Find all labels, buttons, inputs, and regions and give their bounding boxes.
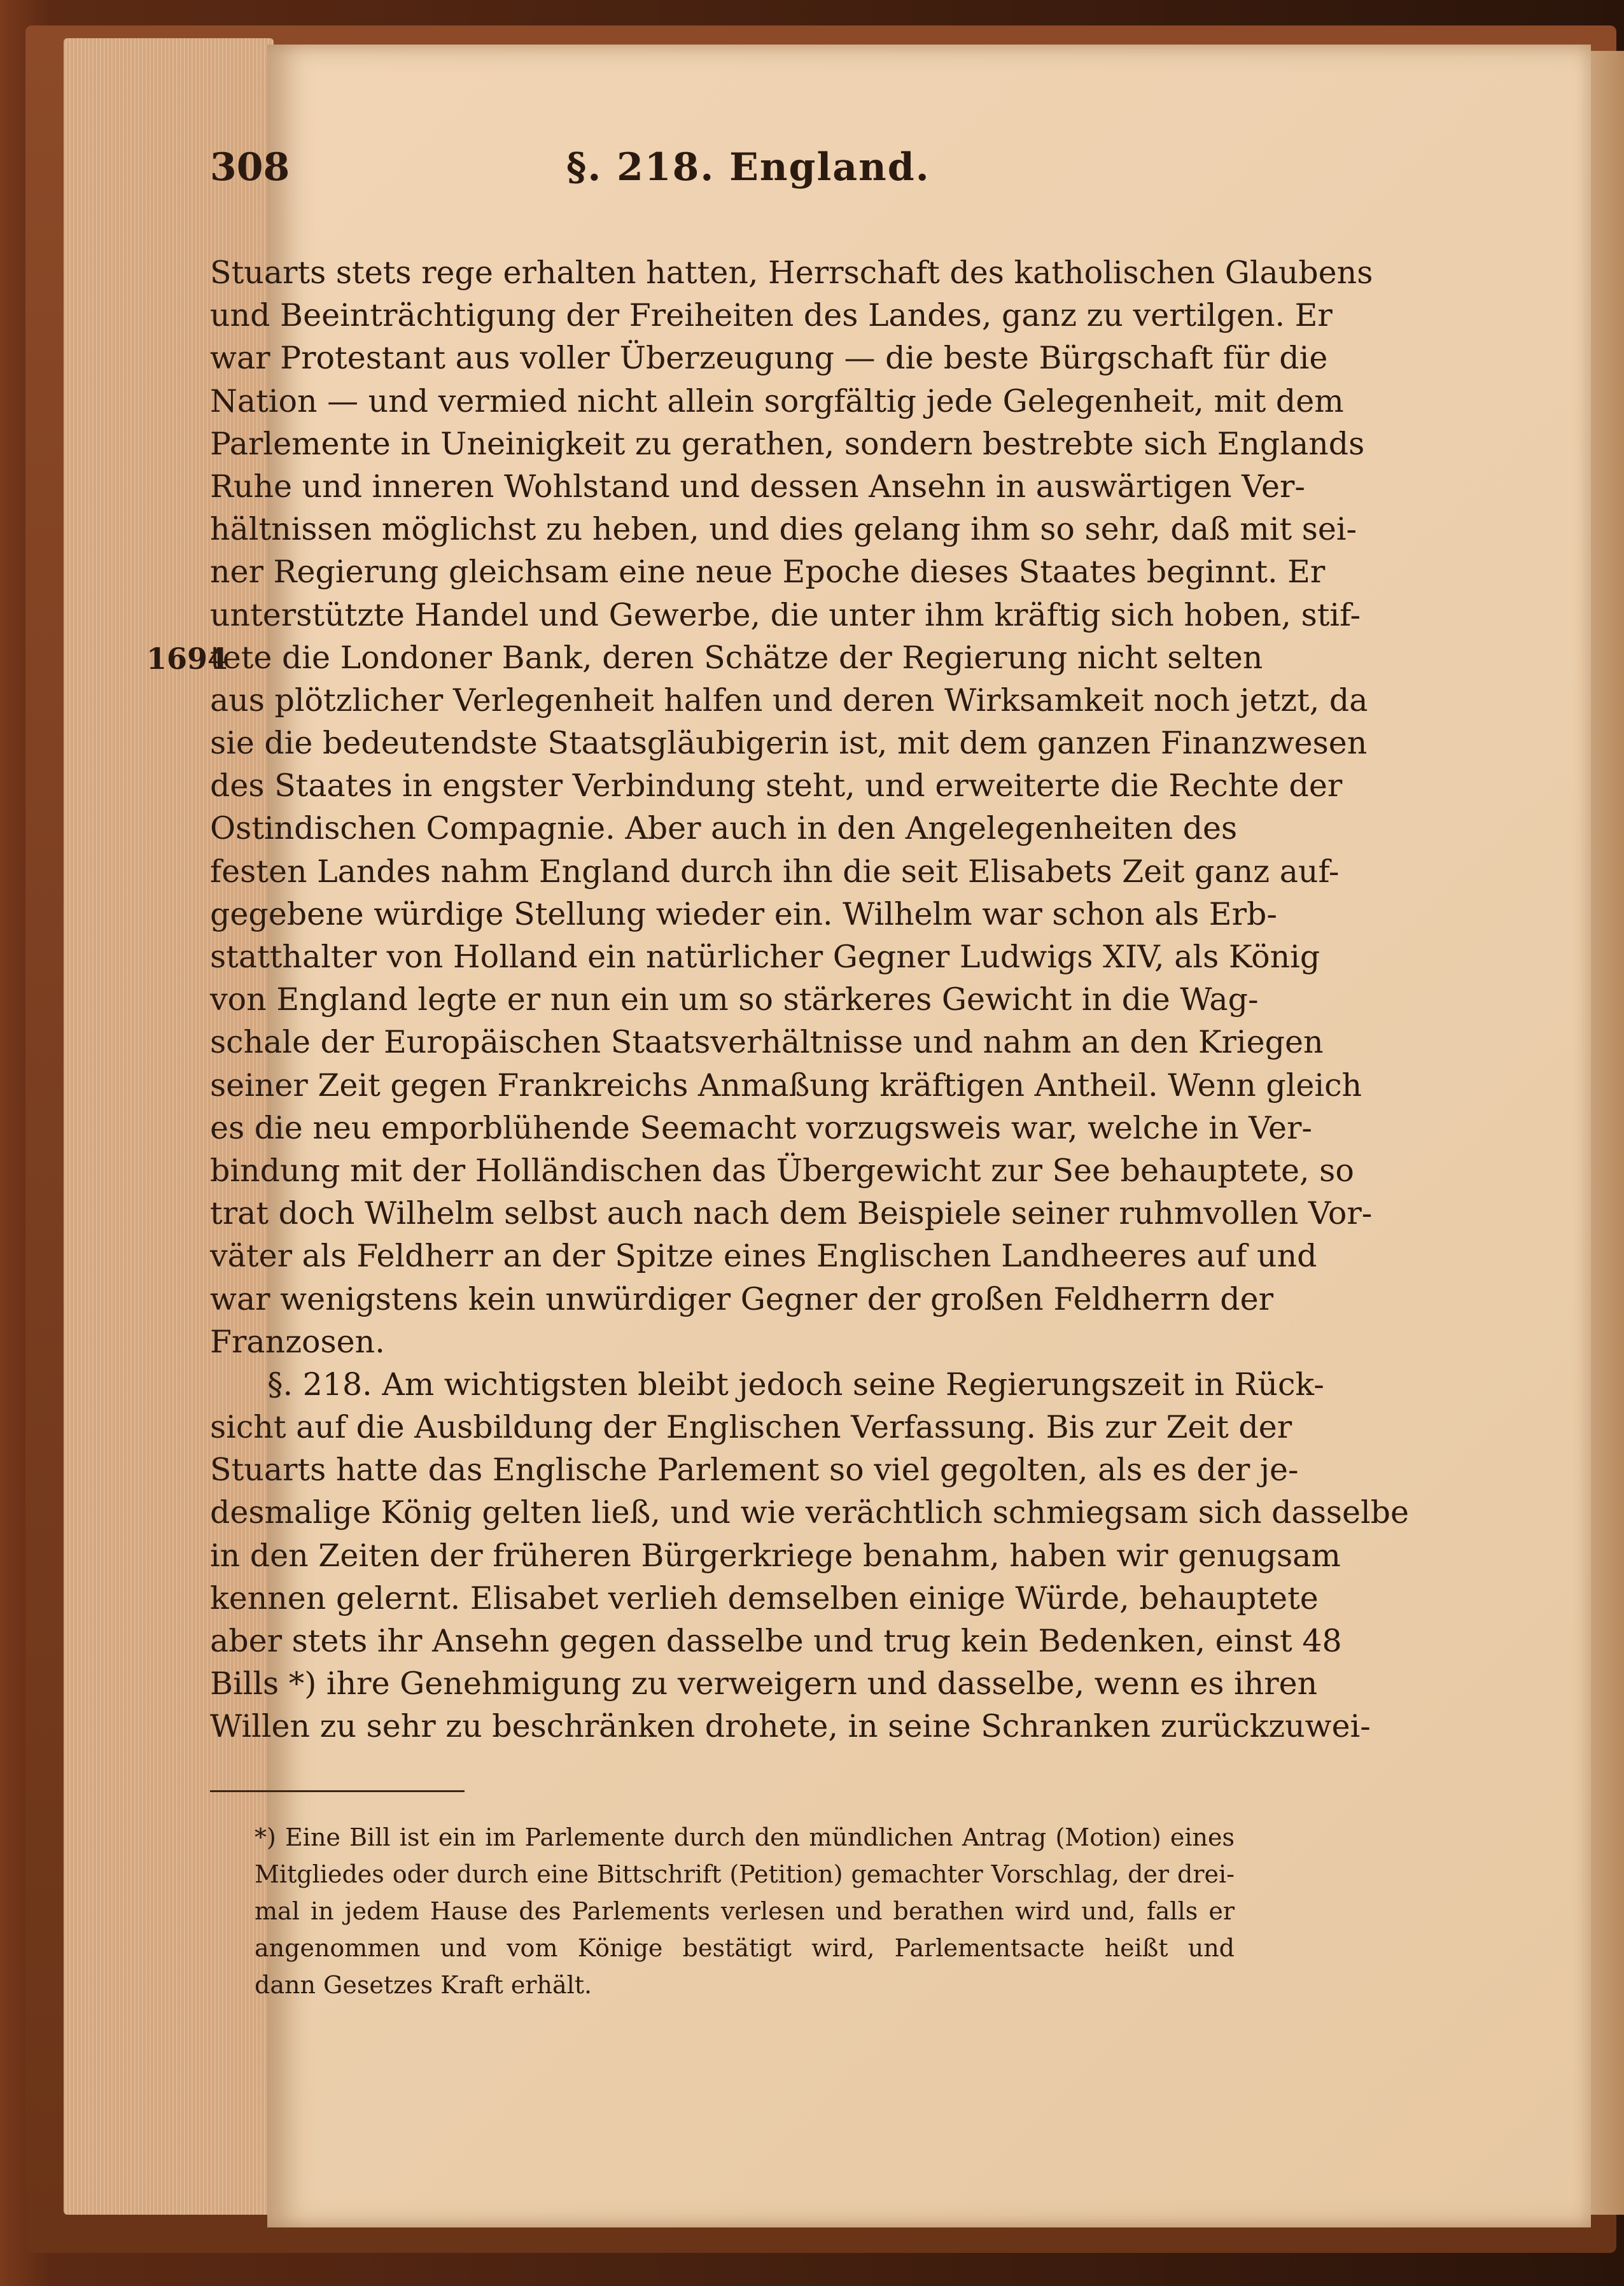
body-line: Parlemente in Uneinigkeit zu gerathen, sondern bestrebte sich Englands (210, 425, 1365, 462)
body-line: von England legte er nun ein um so stärkeres Gewicht in die Wag- (210, 981, 1259, 1018)
body-line: bindung mit der Holländischen das Übergewicht zur See behauptete, so (210, 1152, 1354, 1189)
footnote-rule (210, 1790, 465, 1792)
section-start-line: §. 218. Am wichtigsten bleibt jedoch seine Regierungszeit in Rück- (267, 1366, 1324, 1403)
margin-year-note: 1694 (146, 642, 228, 676)
body-line: gegebene würdige Stellung wieder ein. Wilhelm war schon als Erb- (210, 895, 1277, 932)
body-line: war Protestant aus voller Überzeugung — die beste Bürgschaft für die (210, 340, 1328, 377)
body-line: Franzosen. (210, 1323, 385, 1360)
footnote (255, 1819, 1235, 2003)
body-line: Ruhe und inneren Wohlstand und dessen Ansehn in auswärtigen Ver- (210, 468, 1305, 505)
body-line: Ostindischen Compagnie. Aber auch in den Angelegenheiten des (210, 810, 1238, 847)
body-line: kennen gelernt. Elisabet verlieh demselben einige Würde, behauptete (210, 1580, 1319, 1616)
body-line: tete die Londoner Bank, deren Schätze der Regierung nicht selten (210, 639, 1263, 676)
body-line: war wenigstens kein unwürdiger Gegner der großen Feldherrn der (210, 1280, 1274, 1317)
body-line: desmalige König gelten ließ, und wie verächtlich schmiegsam sich dasselbe (210, 1494, 1410, 1531)
page-header (210, 145, 1235, 215)
footnote-line: mal in jedem Hause des Parlements verlesen und berathen wird und, falls er (255, 1897, 1235, 1925)
body-line: ner Regierung gleichsam eine neue Epoche dieses Staates beginnt. Er (210, 554, 1326, 591)
body-line: und Beeinträchtigung der Freiheiten des Landes, ganz zu vertilgen. Er (210, 297, 1333, 334)
body-line: unterstützte Handel und Gewerbe, die unter ihm kräftig sich hoben, stif- (210, 596, 1361, 633)
body-text (210, 251, 1410, 1748)
body-line: Willen zu sehr zu beschränken drohete, in seine Schranken zurückzuwei- (210, 1708, 1371, 1745)
body-line: des Staates in engster Verbindung steht, und erweiterte die Rechte der (210, 768, 1343, 804)
footnote-line: Mitgliedes oder durch eine Bittschrift (Petition) gemachter Vorschlag, der drei- (255, 1860, 1235, 1888)
body-line: Stuarts hatte das Englische Parlement so viel gegolten, als es der je- (210, 1452, 1299, 1489)
body-line: aus plötzlicher Verlegenheit halfen und deren Wirksamkeit noch jetzt, da (210, 682, 1368, 719)
body-line: in den Zeiten der früheren Bürgerkriege benahm, haben wir genugsam (210, 1537, 1341, 1574)
footnote-line: *) Eine Bill ist ein im Parlemente durch den mündlichen Antrag (Motion) eines (255, 1823, 1235, 1851)
body-line: festen Landes nahm England durch ihn die seit Elisabets Zeit ganz auf- (210, 853, 1340, 890)
body-line: Nation — und vermied nicht allein sorgfältig jede Gelegenheit, mit dem (210, 382, 1344, 419)
body-line: sicht auf die Ausbildung der Englischen Verfassung. Bis zur Zeit der (210, 1409, 1292, 1446)
body-line: trat doch Wilhelm selbst auch nach dem Beispiele seiner ruhmvollen Vor- (210, 1195, 1373, 1232)
body-line: väter als Feldherr an der Spitze eines Englischen Landheeres auf und (210, 1238, 1317, 1275)
body-line: hältnissen möglichst zu heben, und dies gelang ihm so sehr, daß mit sei- (210, 511, 1357, 548)
footnote-line: angenommen und vom Könige bestätigt wird, Parlementsacte heißt und (255, 1934, 1235, 1962)
running-title: §. 218. England. (566, 145, 930, 190)
body-line: statthalter von Holland ein natürlicher Gegner Ludwigs XIV, als König (210, 939, 1320, 975)
body-line: es die neu emporblühende Seemacht vorzugsweis war, welche in Ver- (210, 1109, 1312, 1146)
body-line: Bills *) ihre Genehmigung zu verweigern und dasselbe, wenn es ihren (210, 1665, 1318, 1702)
body-line: aber stets ihr Ansehn gegen dasselbe und trug kein Bedenken, einst 48 (210, 1623, 1342, 1659)
body-line: schale der Europäischen Staatsverhältnisse und nahm an den Kriegen (210, 1024, 1324, 1061)
page-number: 308 (210, 145, 290, 190)
body-line: seiner Zeit gegen Frankreichs Anmaßung kräftigen Antheil. Wenn gleich (210, 1067, 1362, 1104)
body-line: sie die bedeutendste Staatsgläubigerin ist, mit dem ganzen Finanzwesen (210, 725, 1368, 762)
adjacent-page-edge (1586, 51, 1624, 2215)
footnote-line: dann Gesetzes Kraft erhält. (255, 1971, 592, 1999)
body-line: Stuarts stets rege erhalten hatten, Herrschaft des katholischen Glaubens (210, 255, 1373, 291)
